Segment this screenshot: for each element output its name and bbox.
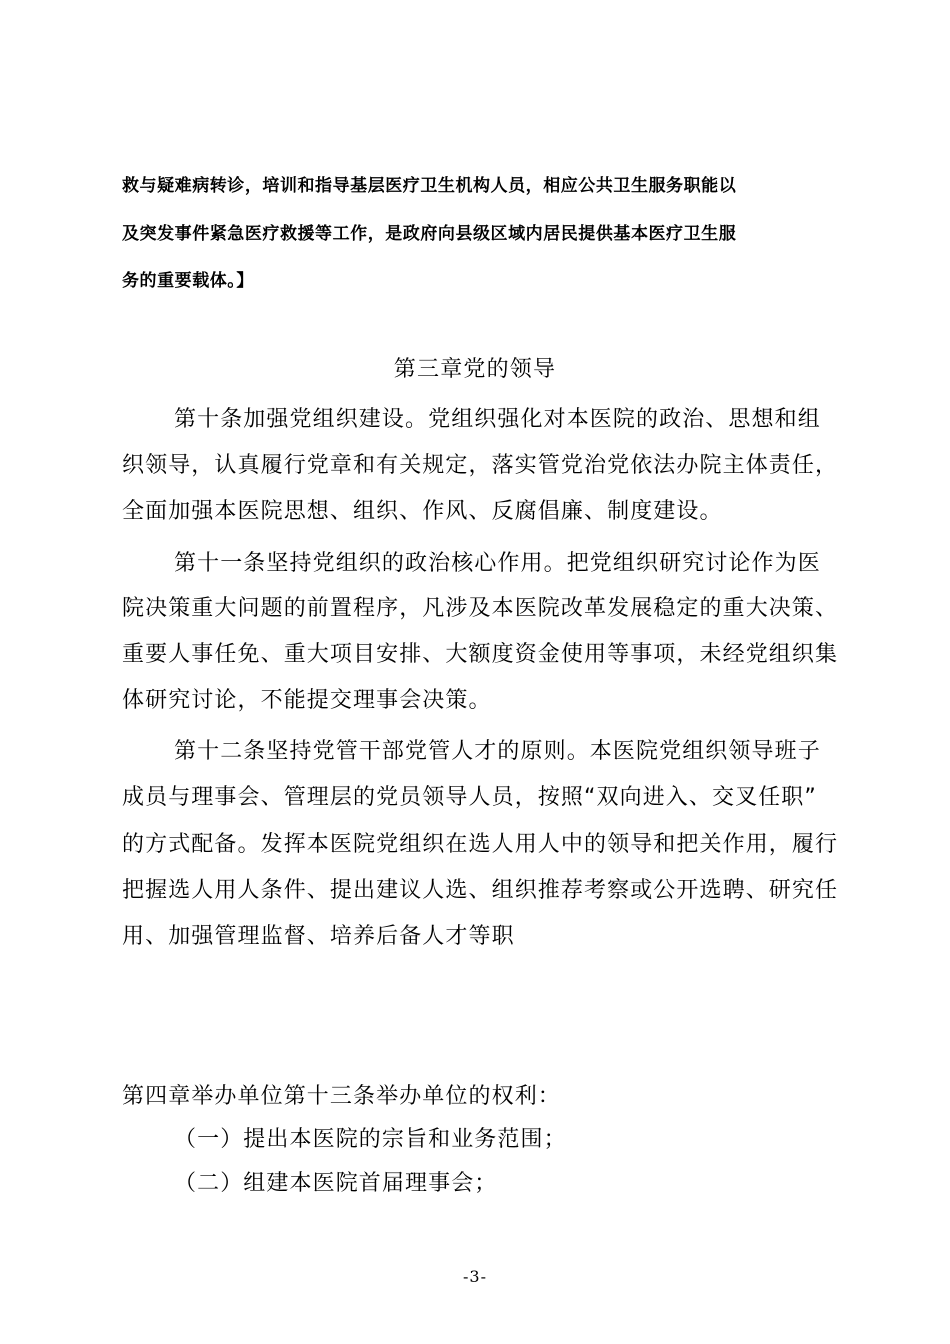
article-11-line: 院决策重大问题的前置程序，凡涉及本医院改革发展稳定的重大决策、 <box>122 596 839 621</box>
paragraph-line: 务的重要载体。】 <box>122 271 254 291</box>
article-12-line: 第十二条坚持党管干部党管人才的原则。本医院党组织领导班子 <box>174 739 821 764</box>
article-11-line: 体研究讨论，不能提交理事会决策。 <box>122 688 492 713</box>
article-12-line: 用、加强管理监督、培养后备人才等职 <box>122 924 515 949</box>
article-10-line: 全面加强本医院思想、组织、作风、反腐倡廉、制度建设。 <box>122 499 723 524</box>
chapter-4-heading: 第四章举办单位第十三条举办单位的权利： <box>122 1084 561 1109</box>
article-10-line: 织领导，认真履行党章和有关规定，落实管党治党依法办院主体责任， <box>122 453 839 478</box>
list-item: （二）组建本医院首届理事会； <box>174 1171 498 1196</box>
article-12-line: 把握选人用人条件、提出建议人选、组织推荐考察或公开选聘、研究任 <box>122 878 839 903</box>
article-11-line: 第十一条坚持党组织的政治核心作用。把党组织研究讨论作为医 <box>174 551 821 576</box>
article-12-line: 的方式配备。发挥本医院党组织在选人用人中的领导和把关作用，履行 <box>122 832 839 857</box>
list-item: （一）提出本医院的宗旨和业务范围； <box>174 1127 567 1152</box>
article-10-line: 第十条加强党组织建设。党组织强化对本医院的政治、思想和组 <box>174 407 821 432</box>
chapter-title: 第三章党的领导 <box>393 357 557 382</box>
page-number: -3- <box>463 1267 487 1286</box>
paragraph-line: 救与疑难病转诊，培训和指导基层医疗卫生机构人员，相应公共卫生服务职能以 <box>122 176 737 196</box>
article-12-line: 成员与理事会、管理层的党员领导人员，按照“双向进入、交叉任职” <box>122 785 817 810</box>
paragraph-line: 及突发事件紧急医疗救援等工作，是政府向县级区域内居民提供基本医疗卫生服 <box>122 224 737 244</box>
article-11-line: 重要人事任免、重大项目安排、大额度资金使用等事项，未经党组织集 <box>122 642 839 667</box>
